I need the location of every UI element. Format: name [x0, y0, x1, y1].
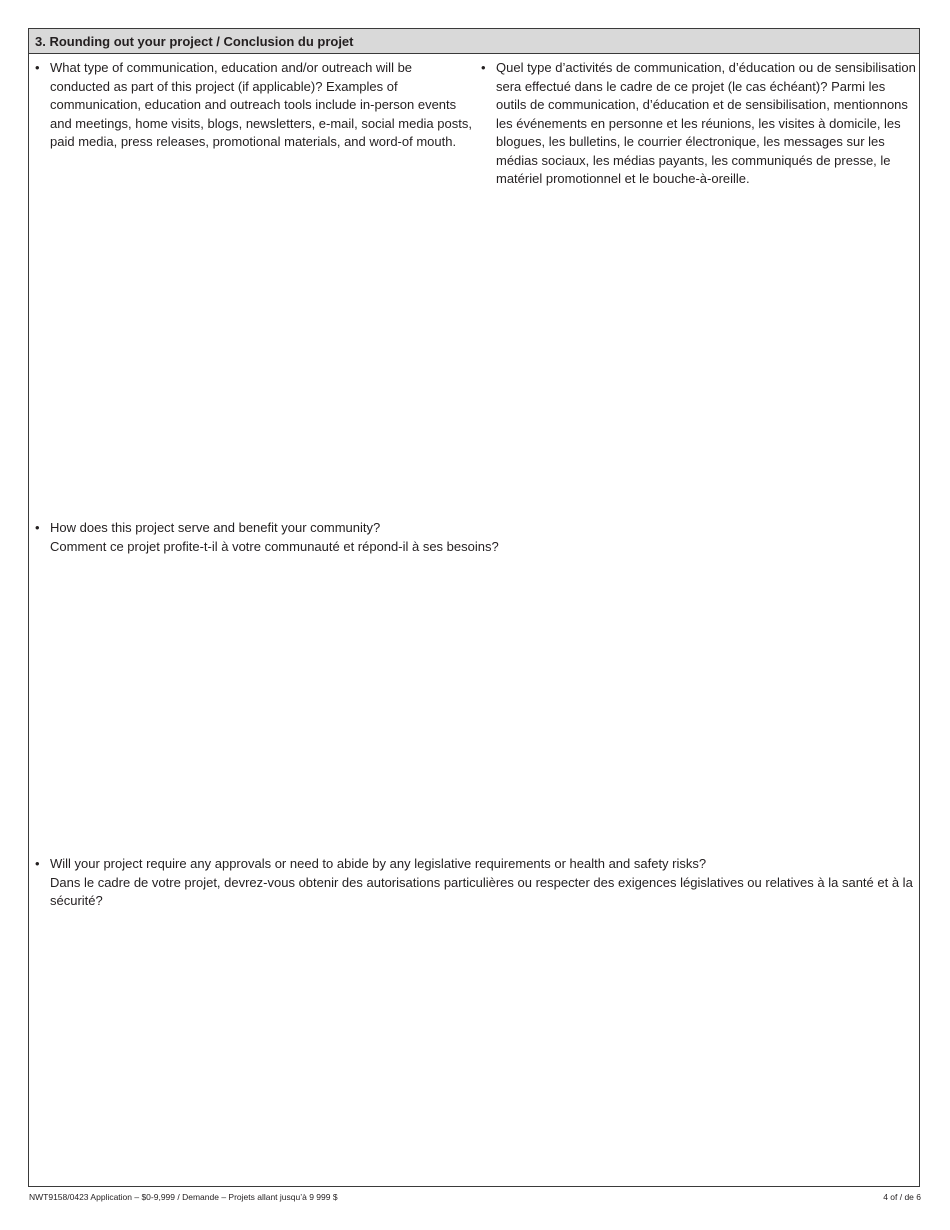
question-text: What type of communication, education and/or outreach will be conducted as part of this project (if applicable)? Examples of communication, education and outreach tools include in-person events and meetings, home visits, blogs, newsletters, e-mail, social media posts, paid media, press releases, promotional materials, and word-of mouth.: [50, 60, 472, 149]
question-text-en: Will your project require any approvals or need to abide by any legislative requirements or health and safety risks?: [50, 856, 707, 871]
question-communication-fr: [481, 59, 916, 189]
bullet: •: [35, 520, 40, 535]
answer-area-communication[interactable]: [35, 214, 913, 509]
page-number: 4 of / de 6: [883, 1192, 921, 1202]
form-id-footer: NWT9158/0423 Application – $0-9,999 / Demande – Projets allant jusqu’à 9 999 $: [29, 1192, 338, 1202]
question-approvals: [35, 855, 915, 911]
form-section-frame: [28, 28, 920, 1187]
bullet: •: [35, 856, 40, 871]
bullet: •: [481, 60, 486, 75]
question-text-fr: Dans le cadre de votre projet, devrez-vous obtenir des autorisations particulières ou respecter des exigences législatives ou relatives à la santé et à la sécurité?: [50, 874, 913, 908]
question-text-fr: Comment ce projet profite-t-il à votre communauté et répond-il à ses besoins?: [50, 538, 499, 554]
answer-area-community[interactable]: [35, 564, 913, 844]
section-header: 3. Rounding out your project / Conclusion du projet: [29, 29, 919, 54]
question-text-en: How does this project serve and benefit your community?: [50, 520, 381, 535]
question-communication-en: [35, 59, 475, 152]
question-community: [35, 519, 915, 556]
bullet: •: [35, 60, 40, 75]
answer-area-approvals[interactable]: [35, 919, 913, 1179]
question-text: Quel type d’activités de communication, d’éducation ou de sensibilisation sera effectué dans le cadre de ce projet (le cas échéant)? Parmi les outils de communication, d’éducation et de sensibilisation, mentionnons les événements en personne et les réunions, les visites à domicile, les blogues, les bulletins, le courrier électronique, les messages sur les médias sociaux, les médias payants, les communiqués de presse, le matériel promotionnel et le bouche-à-oreille.: [496, 60, 916, 186]
